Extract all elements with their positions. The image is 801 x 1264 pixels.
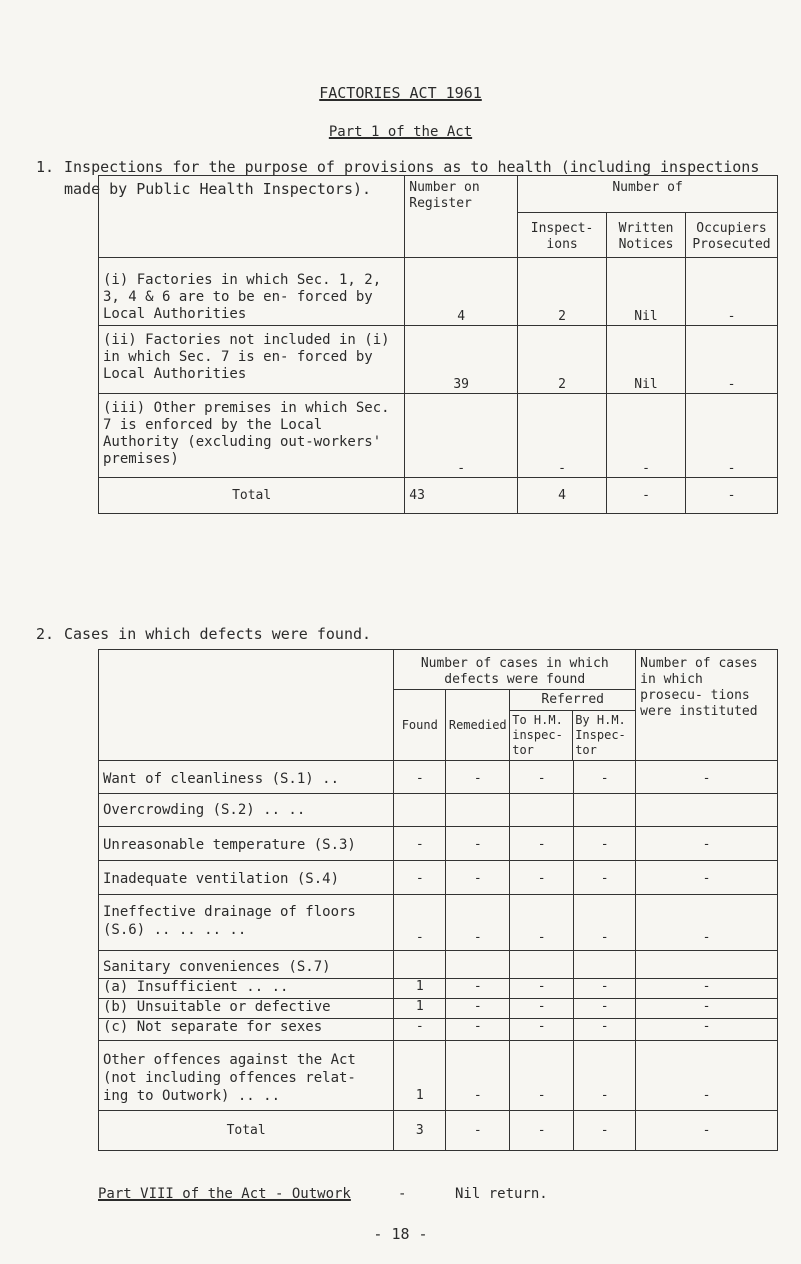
total-row: [99, 1111, 778, 1151]
section2-text: Cases in which defects were found.: [64, 625, 372, 643]
table-row: [99, 827, 778, 861]
cell-prosecutions: -: [636, 979, 778, 999]
col-number-of: Number of: [518, 176, 778, 213]
row-label: Inadequate ventilation (S.4): [99, 861, 394, 895]
col-found: Found: [394, 690, 446, 761]
cell-to-hmi: -: [510, 827, 574, 861]
cell-found: 1: [394, 1041, 446, 1111]
cell-to-hmi: -: [510, 999, 574, 1019]
cell-remedied: -: [446, 1041, 510, 1111]
cell-prosecutions: [636, 794, 778, 827]
cell-found: -: [394, 1019, 446, 1041]
cell-to-hmi: [510, 951, 574, 979]
cell-prosecutions: -: [636, 895, 778, 951]
cell-prosecutions: -: [636, 761, 778, 794]
total-remedied: -: [446, 1111, 510, 1151]
cell-register: 39: [405, 326, 518, 394]
total-label: Total: [99, 1111, 394, 1151]
row-label: (b) Unsuitable or defective: [99, 999, 394, 1019]
page-title: FACTORIES ACT 1961: [319, 84, 482, 102]
header-empty-cell: [99, 176, 405, 258]
table-row: [99, 861, 778, 895]
row-label: (i) Factories in which Sec. 1, 2, 3, 4 & 6 are to be en- forced by Local Authorities: [99, 258, 405, 326]
cell-remedied: -: [446, 1019, 510, 1041]
col-prosecutions: Number of cases in which prosecu- tions were instituted: [636, 650, 778, 761]
cell-remedied: -: [446, 895, 510, 951]
cell-remedied: -: [446, 761, 510, 794]
table-row: [99, 951, 778, 979]
cell-by-hmi: -: [574, 827, 636, 861]
table-row: [99, 999, 778, 1019]
total-inspections: 4: [518, 478, 607, 514]
cell-inspections: 2: [518, 258, 607, 326]
cell-by-hmi: -: [574, 1019, 636, 1041]
cell-prosecutions: [636, 951, 778, 979]
cell-by-hmi: [574, 794, 636, 827]
cell-remedied: -: [446, 861, 510, 895]
footer-dash: -: [398, 1186, 407, 1202]
cell-prosecuted: -: [685, 394, 777, 478]
cell-by-hmi: -: [574, 861, 636, 895]
cell-to-hmi: -: [510, 861, 574, 895]
part-heading: Part 1 of the Act: [328, 124, 473, 140]
row-label: (a) Insufficient .. ..: [99, 979, 394, 999]
total-prosecuted: -: [685, 478, 777, 514]
table-row: [99, 258, 778, 326]
col-to-hmi: To H.M. inspec- tor: [510, 711, 573, 760]
total-row: [99, 478, 778, 514]
cell-found: -: [394, 761, 446, 794]
cell-found: 1: [394, 999, 446, 1019]
total-to-hmi: -: [510, 1111, 574, 1151]
cell-to-hmi: -: [510, 1019, 574, 1041]
table-row: [99, 794, 778, 827]
cell-by-hmi: -: [574, 999, 636, 1019]
cell-notices: Nil: [607, 258, 686, 326]
cell-to-hmi: [510, 794, 574, 827]
header-empty-cell: [99, 650, 394, 761]
cell-prosecutions: -: [636, 1019, 778, 1041]
cell-prosecutions: -: [636, 861, 778, 895]
cell-register: 4: [405, 258, 518, 326]
row-label: Want of cleanliness (S.1) ..: [99, 761, 394, 794]
total-label: Total: [99, 478, 405, 514]
total-notices: -: [607, 478, 686, 514]
table-row: [99, 895, 778, 951]
table-row: [99, 979, 778, 999]
cell-prosecutions: -: [636, 999, 778, 1019]
col-by-hmi: By H.M. Inspec- tor: [575, 713, 626, 757]
inspections-table: [98, 175, 778, 514]
cell-inspections: 2: [518, 326, 607, 394]
cell-to-hmi: -: [510, 761, 574, 794]
table-row: [99, 761, 778, 794]
cell-by-hmi: -: [574, 895, 636, 951]
cell-prosecutions: -: [636, 1041, 778, 1111]
total-register: 43: [405, 478, 518, 514]
cell-to-hmi: -: [510, 1041, 574, 1111]
total-found: 3: [394, 1111, 446, 1151]
col-occupiers-prosecuted: Occupiers Prosecuted: [685, 213, 777, 258]
section1-number: 1.: [36, 158, 55, 176]
cell-to-hmi: -: [510, 979, 574, 999]
row-label: (c) Not separate for sexes: [99, 1019, 394, 1041]
cell-remedied: -: [446, 979, 510, 999]
cell-prosecuted: -: [685, 258, 777, 326]
total-by-hmi: -: [574, 1111, 636, 1151]
section2-number: 2.: [36, 625, 55, 643]
col-remedied: Remedied: [446, 690, 510, 761]
table-row: [99, 1041, 778, 1111]
cell-by-hmi: -: [574, 1041, 636, 1111]
cell-register: -: [405, 394, 518, 478]
cell-by-hmi: [574, 951, 636, 979]
section1-text: Inspections for the purpose of provisions as to health (including inspections made by Public Health Inspectors).: [64, 158, 760, 198]
cell-by-hmi: -: [574, 979, 636, 999]
col-referred: Referred: [510, 690, 635, 711]
row-label: Ineffective drainage of floors (S.6) .. .. .. ..: [99, 895, 394, 951]
cell-remedied: -: [446, 827, 510, 861]
table-row: [99, 326, 778, 394]
cell-notices: -: [607, 394, 686, 478]
cell-found: -: [394, 827, 446, 861]
cell-prosecuted: -: [685, 326, 777, 394]
outwork-heading: Part VIII of the Act - Outwork: [98, 1186, 351, 1202]
cell-by-hmi: -: [574, 761, 636, 794]
col-cases-found: Number of cases in which defects were found: [394, 650, 636, 690]
defects-table: [98, 649, 778, 1151]
cell-remedied: [446, 794, 510, 827]
cell-found: -: [394, 861, 446, 895]
cell-found: [394, 951, 446, 979]
total-prosecutions: -: [636, 1111, 778, 1151]
cell-inspections: -: [518, 394, 607, 478]
cell-to-hmi: -: [510, 895, 574, 951]
cell-remedied: [446, 951, 510, 979]
col-register: Number on Register: [405, 176, 518, 258]
row-label: Other offences against the Act (not including offences relat- ing to Outwork) .. ..: [99, 1041, 394, 1111]
cell-found: -: [394, 895, 446, 951]
row-label: Sanitary conveniences (S.7): [99, 951, 394, 979]
nil-return-text: Nil return.: [455, 1186, 548, 1202]
table-row: [99, 394, 778, 478]
cell-notices: Nil: [607, 326, 686, 394]
row-label: (ii) Factories not included in (i) in which Sec. 7 is en- forced by Local Authorities: [99, 326, 405, 394]
row-label: Unreasonable temperature (S.3): [99, 827, 394, 861]
row-label: Overcrowding (S.2) .. ..: [99, 794, 394, 827]
col-inspections: Inspect-ions: [518, 213, 607, 258]
cell-prosecutions: -: [636, 827, 778, 861]
col-written-notices: Written Notices: [607, 213, 686, 258]
cell-found: 1: [394, 979, 446, 999]
row-label: (iii) Other premises in which Sec. 7 is enforced by the Local Authority (excluding out-workers' premises): [99, 394, 405, 478]
cell-remedied: -: [446, 999, 510, 1019]
page-number: - 18 -: [373, 1225, 428, 1243]
table-row: [99, 1019, 778, 1041]
cell-found: [394, 794, 446, 827]
